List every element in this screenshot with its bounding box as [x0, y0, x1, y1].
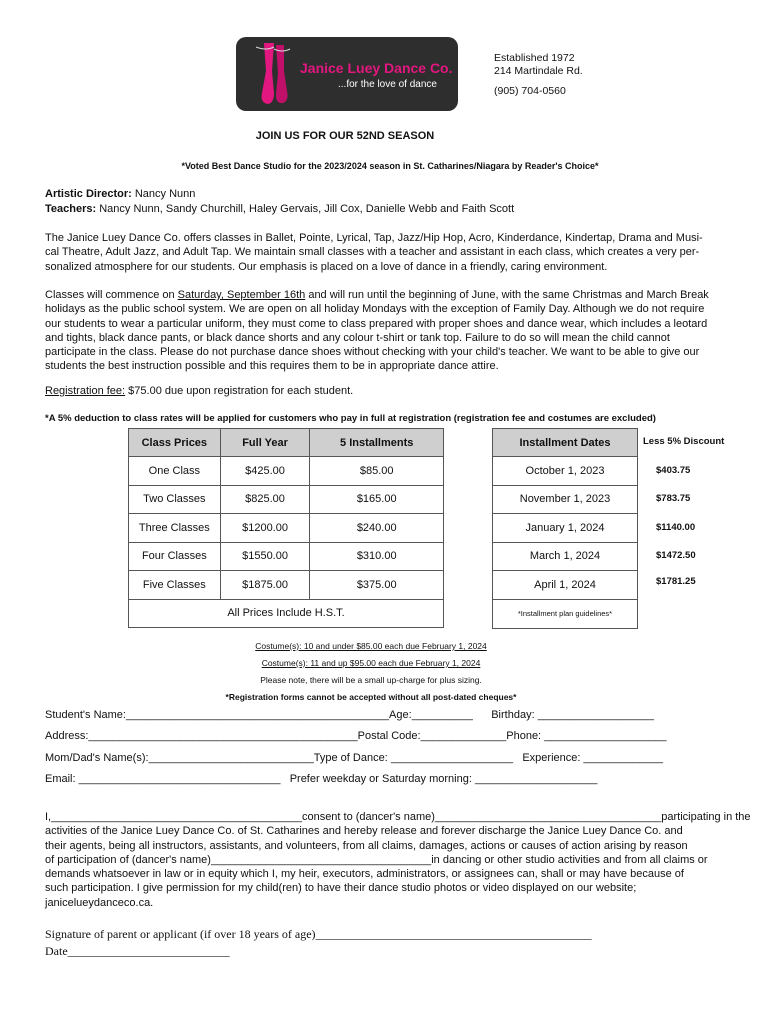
prefer-label: Prefer weekday or Saturday morning: — [289, 773, 472, 785]
table-cell: $240.00 — [310, 514, 444, 543]
birthday-label: Birthday: — [491, 709, 535, 721]
form-row-student — [45, 709, 654, 721]
phone-label: Phone: — [506, 730, 542, 742]
plus-size-note: Please note, there will be a small up-charge for plus sizing. — [260, 675, 482, 685]
table-cell: One Class — [129, 457, 221, 486]
consent-paragraph: I,_________________________________________consent to (dancer's name)_____________________________________participating in the activities of the Janice Luey Dance Co. of St. Catharines and hereby release and forever discharge the Janice Luey Dance Co. and their agents, being all instructors, assistants, and volunteers, from all claims, damages, actions or causes of action arising by reason of participation of (dancer's name)____________________________________in dancing or other studio activities and from all claims or demands whatsoever in law or in equity which I, my heir, executors, administrators, or assignees can, shall or may have because of such participation. I give permission for my child(ren) to have their dance studio photos or video displayed on our website; janicelueydanceco.ca. — [45, 811, 751, 909]
page-headline: JOIN US FOR OUR 52ND SEASON — [255, 130, 435, 142]
table-cell: $1200.00 — [220, 514, 310, 543]
price-table — [128, 428, 444, 628]
table-row — [129, 457, 444, 486]
table-cell: March 1, 2024 — [493, 542, 638, 571]
phone-field[interactable]: ____________________ — [544, 730, 667, 742]
dance-type-field[interactable]: ____________________ — [390, 752, 514, 764]
registration-label: Registration fee: — [45, 385, 126, 397]
date-row — [45, 944, 230, 959]
address-text: 214 Martindale Rd. — [494, 65, 583, 77]
table-cell: Three Classes — [129, 514, 221, 543]
table-cell: $425.00 — [220, 457, 310, 486]
studio-logo — [236, 37, 458, 111]
table-cell: $310.00 — [310, 542, 444, 571]
signature-row — [45, 927, 592, 942]
award-text: *Voted Best Dance Studio for the 2023/2024 season in St. Catharines/Niagara by Reader's Choice* — [181, 161, 599, 171]
discount-header: Less 5% Discount — [643, 436, 725, 447]
discount-value: $1781.25 — [656, 576, 696, 587]
table-cell: Five Classes — [129, 571, 221, 600]
deduction-note: *A 5% deduction to class rates will be applied for customers who pay in full at registration (registration fee and costumes are excluded) — [45, 413, 656, 424]
guardian-name-field[interactable]: _________________________________________ — [51, 811, 302, 823]
address-label: Address: — [45, 730, 89, 742]
table-cell: January 1, 2024 — [493, 514, 638, 543]
classes-line: holidays as the public school system. We are open on all holiday Mondays with the exception of Family Day. Although we do not require — [45, 303, 705, 316]
email-field[interactable]: _________________________________ — [78, 773, 281, 785]
logo-name: Janice Luey Dance Co. — [300, 60, 453, 76]
table-row — [129, 571, 444, 600]
established-text: Established 1972 — [494, 52, 575, 64]
parents-label: Mom/Dad's Name(s): — [45, 752, 149, 764]
age-label: Age: — [389, 709, 412, 721]
form-row-address — [45, 730, 667, 742]
intro-line: sonalized atmosphere for our students. Our emphasis is placed on a love of dance in a friendly, caring environment. — [45, 260, 608, 273]
age-field[interactable]: __________ — [411, 709, 473, 721]
form-row-email — [45, 773, 597, 785]
form-row-parents — [45, 752, 663, 764]
classes-line: students the best instruction possible and this requires them to be in appropriate dance attire. — [45, 360, 499, 373]
intro-line: The Janice Luey Dance Co. offers classes in Ballet, Pointe, Lyrical, Tap, Jazz/Hip Hop, Acro, Kinderdance, Kindertap, Drama and Musi- — [45, 232, 703, 244]
table-cell: April 1, 2024 — [493, 571, 638, 600]
intro-paragraph — [45, 231, 735, 274]
discount-value: $1472.50 — [656, 550, 696, 561]
phone-text: (905) 704-0560 — [494, 85, 566, 97]
cheque-note: *Registration forms cannot be accepted without all post-dated cheques* — [225, 692, 517, 702]
column-header: Installment Dates — [493, 429, 638, 457]
teachers-names: Nancy Nunn, Sandy Churchill, Haley Gervais, Jill Cox, Danielle Webb and Faith Scott — [96, 203, 515, 215]
address-field[interactable]: ____________________________________________ — [88, 730, 358, 742]
column-header: 5 Installments — [310, 429, 444, 457]
experience-label: Experience: — [522, 752, 581, 764]
intro-line: cal Theatre, Adult Jazz, and Adult Tap. We maintain small classes with a teacher and assistant in each class, which creates a very per- — [45, 246, 700, 259]
classes-paragraph — [45, 288, 735, 374]
discount-value: $1140.00 — [656, 522, 696, 533]
discount-value: $403.75 — [656, 465, 691, 476]
dancer-name-field[interactable]: _____________________________________ — [434, 811, 662, 823]
postal-field[interactable]: ______________ — [420, 730, 507, 742]
costume-note: Costume(s): 10 and under $85.00 each due February 1, 2024 — [255, 641, 487, 651]
table-row — [129, 599, 444, 628]
table-cell: Four Classes — [129, 542, 221, 571]
prefer-field[interactable]: ____________________ — [474, 773, 598, 785]
director-name: Nancy Nunn — [131, 188, 196, 200]
discount-value: $783.75 — [656, 493, 691, 504]
email-label: Email: — [45, 773, 76, 785]
teachers-label: Teachers: — [45, 203, 97, 215]
date-field[interactable]: ___________________________ — [67, 944, 230, 958]
table-cell: $165.00 — [310, 485, 444, 514]
postal-label: Postal Code: — [357, 730, 421, 742]
director-line — [45, 187, 735, 201]
website-text: janicelueydanceco.ca. — [45, 896, 154, 909]
table-cell: Two Classes — [129, 485, 221, 514]
student-name-field[interactable]: ___________________________________________ — [125, 709, 390, 721]
classes-line: Classes will commence on Saturday, September 16th and will run until the beginning of June, with the same Christmas and March Break — [45, 289, 709, 301]
start-date: Saturday, September 16th — [177, 289, 306, 301]
installment-table — [492, 428, 638, 629]
classes-line: and tights, black dance pants, or black dance shorts and any colour t-shirt or tank top. Failure to do so will mean the child cannot — [45, 331, 670, 344]
classes-line: our students to wear a particular uniform, they must come to class prepared with proper shoes and dance wear, which includes a leotard — [45, 317, 708, 330]
birthday-field[interactable]: ___________________ — [537, 709, 654, 721]
parents-field[interactable]: ___________________________ — [148, 752, 314, 764]
table-cell: $825.00 — [220, 485, 310, 514]
pointe-shoe-icon — [244, 41, 298, 107]
registration-fee: Registration fee: $75.00 due upon registration for each student. — [45, 385, 354, 397]
column-header: Class Prices — [129, 429, 221, 457]
table-row — [129, 485, 444, 514]
table-cell: $1550.00 — [220, 542, 310, 571]
installment-guidelines: *Installment plan guidelines* — [493, 599, 638, 628]
student-name-label: Student's Name: — [45, 709, 126, 721]
classes-line: participate in the class. Please do not purchase dance shoes without checking with your child's teacher. We want to be able to give our — [45, 346, 700, 359]
teachers-line — [45, 202, 735, 216]
signature-label: Signature of parent or applicant (if over 18 years of age) — [45, 927, 316, 941]
table-row — [129, 514, 444, 543]
dance-type-label: Type of Dance: — [313, 752, 388, 764]
price-table-header — [129, 429, 444, 457]
hst-note: All Prices Include H.S.T. — [129, 599, 444, 628]
date-label: Date — [45, 944, 68, 958]
table-cell: November 1, 2023 — [493, 485, 638, 514]
column-header: Full Year — [220, 429, 310, 457]
signature-field[interactable]: ______________________________________________ — [315, 927, 592, 941]
experience-field[interactable]: _____________ — [583, 752, 664, 764]
table-cell: $375.00 — [310, 571, 444, 600]
table-cell: $1875.00 — [220, 571, 310, 600]
director-label: Artistic Director: — [45, 188, 132, 200]
table-cell: October 1, 2023 — [493, 457, 638, 486]
table-cell: $85.00 — [310, 457, 444, 486]
costume-note: Costume(s): 11 and up $95.00 each due February 1, 2024 — [261, 658, 481, 668]
dancer-name-field-2[interactable]: ____________________________________ — [210, 853, 432, 866]
table-row — [129, 542, 444, 571]
logo-tagline: ...for the love of dance — [338, 79, 437, 90]
